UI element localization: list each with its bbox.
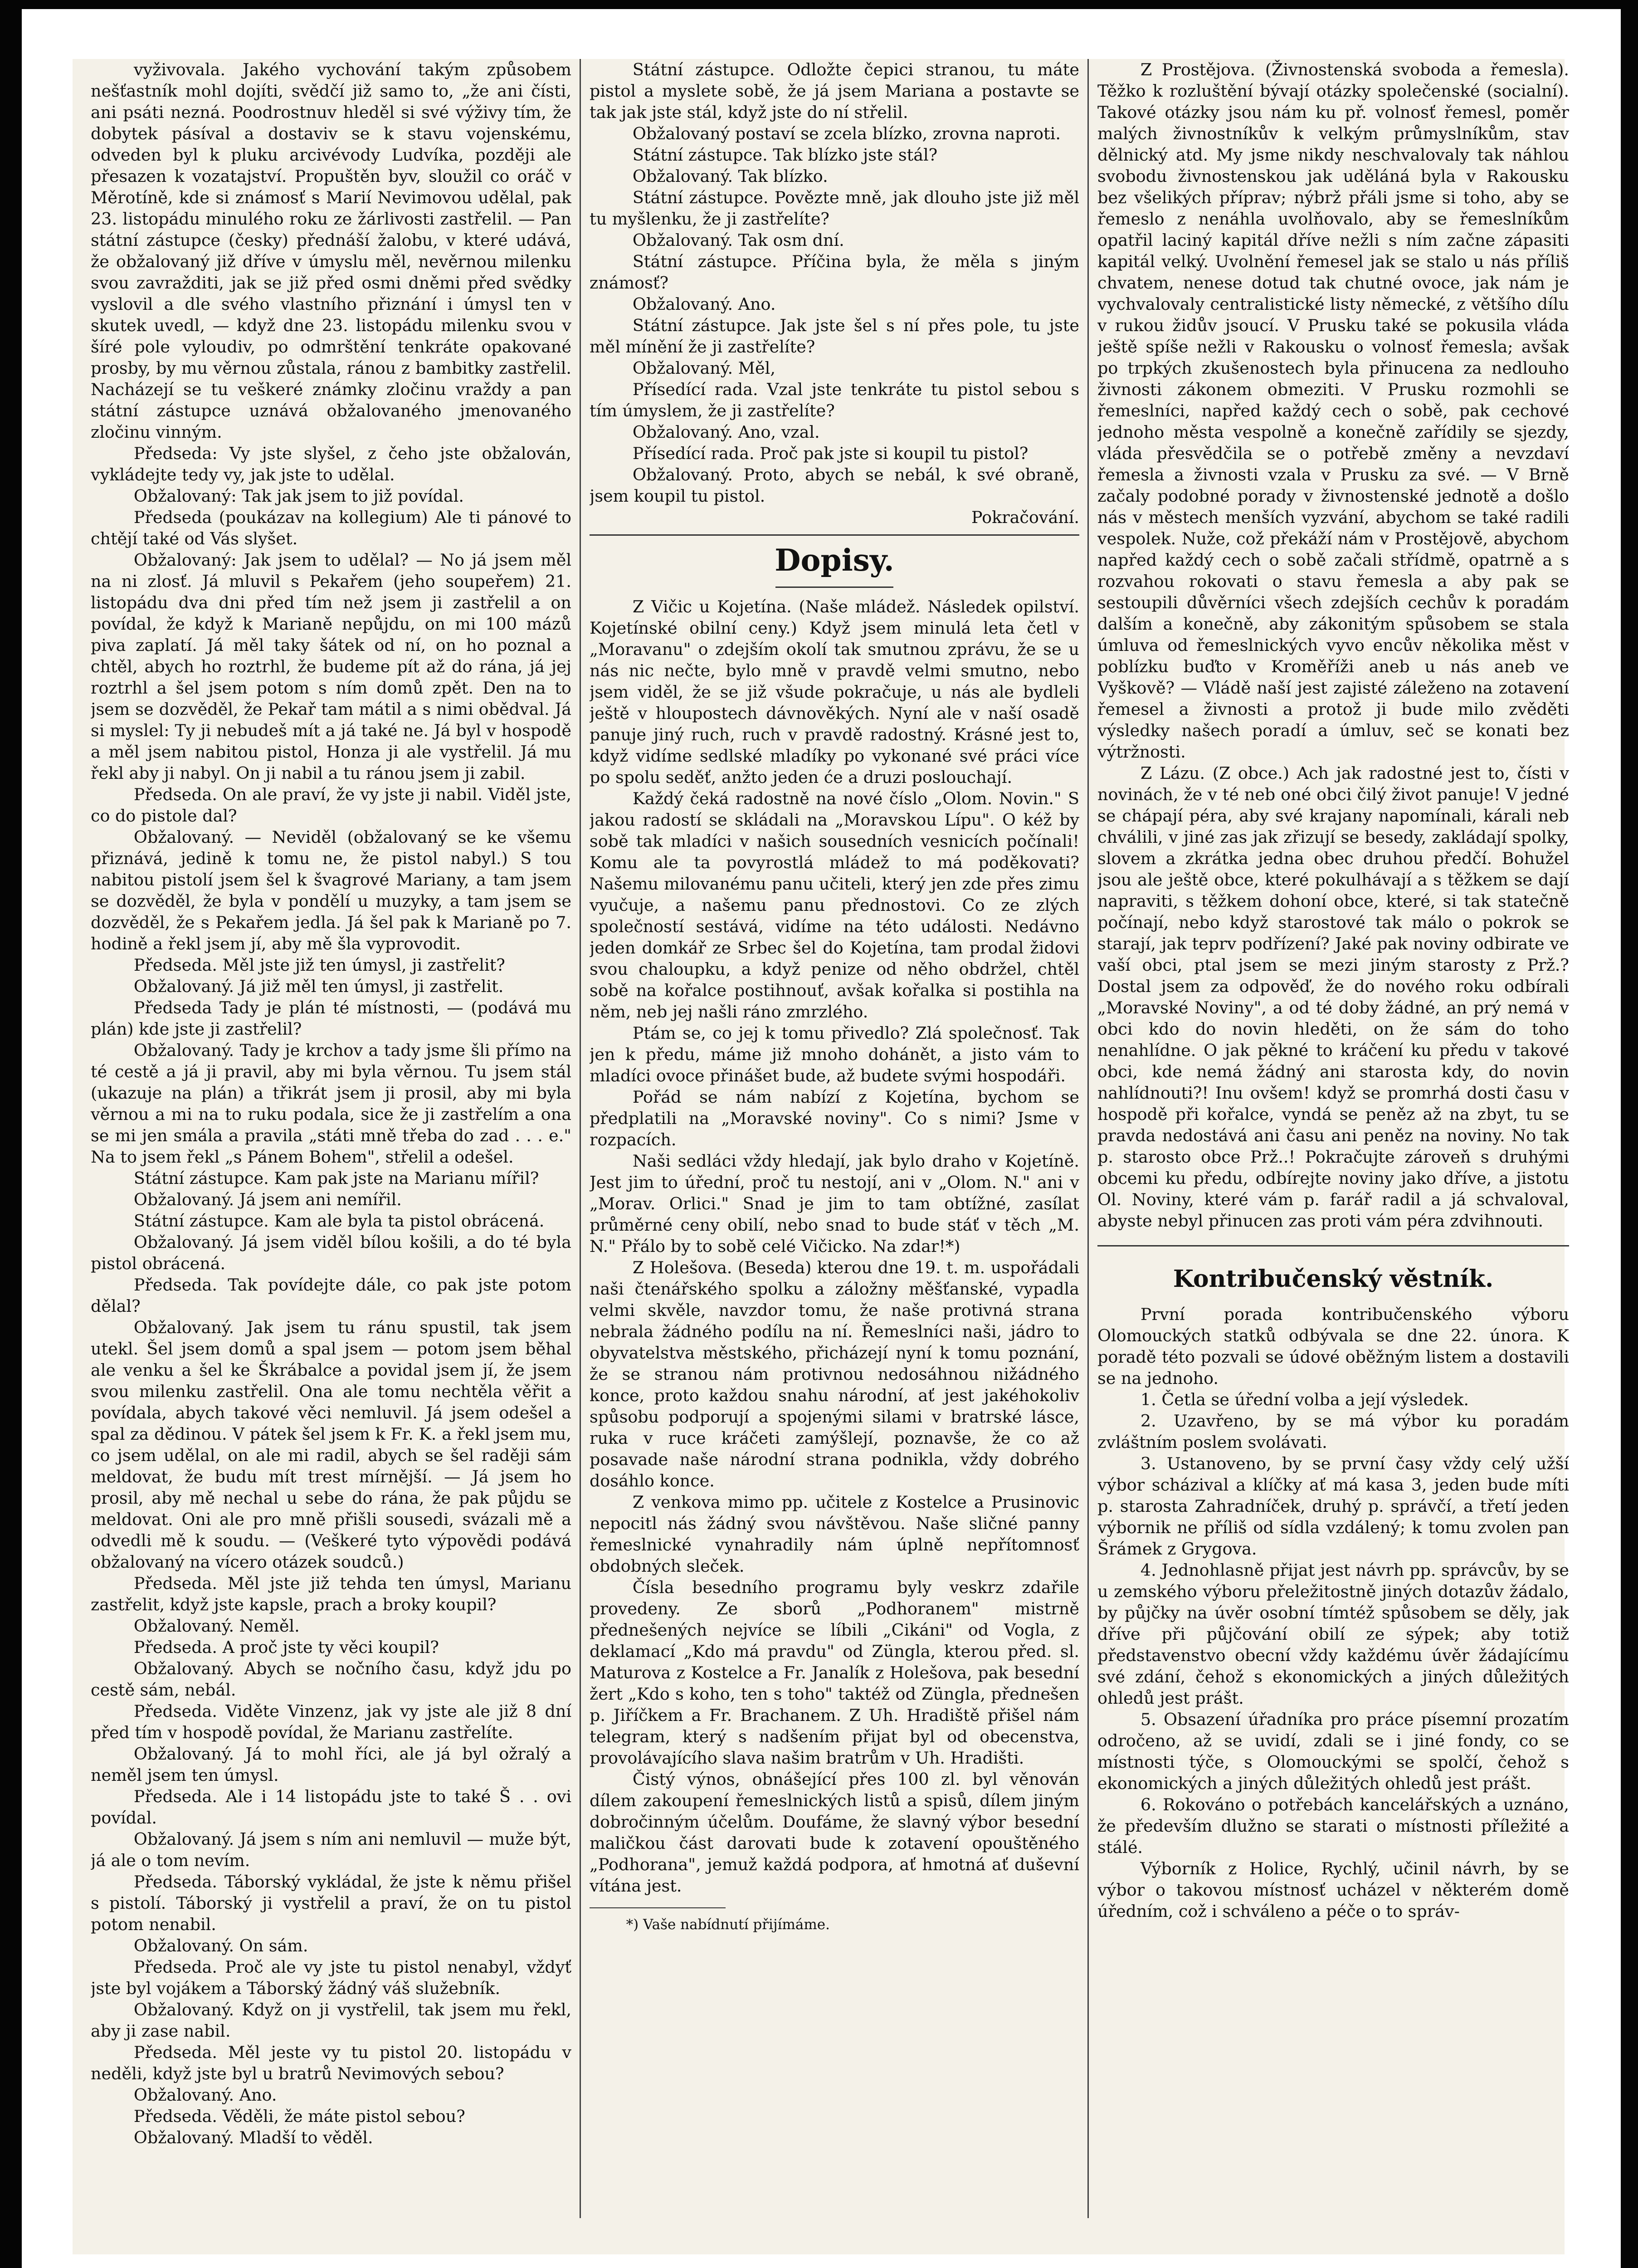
transcript-paragraph: Obžalovaný. Ano.	[632, 294, 776, 314]
transcript-paragraph: Obžalovaný: Tak jak jsem to již povídal.	[133, 486, 464, 506]
transcript-paragraph: Obžalovaný: Jak jsem to udělal? — No já jsem měl na ni zlosť. Já mluvil s Pekařem (jeho soupeřem) 21. listopádu dva dni před tím než jsem ji zastřelil a on povídal, že když k Marianě nepůjdu, on mi 100 mázů piva zaplatí. Já měl taky šátek od ní, on ho poznal a chtěl, abych ho roztrhl, že budeme pít až do rána, já jej roztrhl a šel jsem potom s ním domů zpět. Den na to jsem se dozvěděl, že Pekař tam mátil a s nimi obědval. Já si myslel: Ty ji nebudeš mít a já také ne. Já byl v hospodě a měl jsem nabitou pistol, Honza ji ale vystřelil. Já mu řekl aby ji nabyl. On ji nabil a tu ránou jsem ji zabil.	[91, 550, 571, 783]
transcript-paragraph: Obžalovaný. Mladší to věděl.	[133, 2128, 373, 2147]
transcript-paragraph: Státní zástupce. Kam pak jste na Marianu mířil?	[133, 1168, 539, 1188]
letters-list	[590, 596, 1079, 1897]
transcript-paragraph: Předseda. Proč ale vy jste tu pistol nenabyl, vždyť jste byl vojákem a Táborský žádný váš služebník.	[91, 1957, 571, 1998]
transcript-paragraph: Obžalovaný postaví se zcela blízko, zrovna naproti.	[632, 124, 1061, 143]
letter-paragraph: Z venkova mimo pp. učitele z Kostelce a Prusinovic nepocitl nás žádný svou návštěvou. Naše sličné panny řemeslnické vynahradily nám úplně nepřítomnosť obdobných sleček.	[590, 1492, 1079, 1576]
column-trial-transcript	[91, 59, 571, 2236]
transcript-paragraph: Předseda (poukázav na kollegium) Ale ti pánové to chtějí také od Vás slyšet.	[91, 508, 571, 548]
report-paragraph: 5. Obsazení úřadníka pro práce písemní prozatím odročeno, až se uvidí, zdali se i jiné fondy, co se místnosti týče, s Olomouckými se spolčí, čehož s ekonomických a jiných důležitých ohledů jest prášt.	[1097, 1710, 1569, 1793]
letter-paragraph: Čistý výnos, obnášející přes 100 zl. byl věnován dílem zakoupení řemeslnických listů a spisů, dílem jiným dobročinným účelům. Doufáme, že slavný výbor besední maličkou část darovati bude k zotavení opouštěného „Podhorana", jemuž každá podpora, ať hmotná ať duševní vítána jest.	[590, 1769, 1079, 1896]
transcript-paragraph: Obžalovaný. Neměl.	[133, 1616, 300, 1636]
transcript-paragraph: Předseda. Měl jste již ten úmysl, ji zastřelit?	[133, 955, 505, 975]
transcript-paragraph: Obžalovaný. Ano.	[133, 2085, 277, 2105]
transcript-paragraph: Předseda. Věděli, že máte pistol sebou?	[133, 2107, 465, 2126]
regional-letters	[1097, 59, 1569, 1232]
scan-edge-left	[0, 0, 22, 2268]
transcript-paragraph: Předseda. Táborský vykládal, že jste k němu přišel s pistolí. Táborský ji vystřelil a praví, že on tu pistol potom nenabil.	[91, 1872, 571, 1934]
column-reports	[1097, 59, 1569, 2236]
scan-edge-right	[1621, 0, 1638, 2268]
letter-paragraph: Čísla besedního programu byly veskrz zdařile provedeny. Ze sborů „Podhoranem" mistrně přednešených nejvíce se líbili „Cikáni" od Vogla, z deklamací „Kdo má pravdu" od Zünglа, kterou před. sl. Maturova z Kostelce a Fr. Janalík z Holešova, pak besední žert „Kdo s koho, ten s toho" taktéž od Zünglа, přednešen p. Jiříčkem a Fr. Brachanem. Z Uh. Hradiště přišel nám telegram, který s nadšením přijat byl od obecenstva, provolávajícího slava našim bratrům v Uh. Hradišti.	[590, 1578, 1079, 1768]
report-paragraph: První porada kontribučenského výboru Olomouckých statků odbývala se dne 22. února. K poradě této pozvali se údové oběžným listem a dostavili se na jednoho.	[1097, 1305, 1569, 1388]
report-paragraph: 1. Četla se úřední volba a její výsledek.	[1140, 1390, 1469, 1409]
transcript-paragraph: Státní zástupce. Tak blízko jste stál?	[632, 145, 938, 165]
letter-paragraph: Pořád se nám nabízí z Kojetína, bychom se předplatili na „Moravské noviny". Co s nimi? Jsme v rozpacích.	[590, 1087, 1079, 1149]
transcript-paragraph: Státní zástupce. Povězte mně, jak dlouho jste již měl tu myšlenku, že ji zastřelíte?	[590, 188, 1079, 229]
column-letters	[590, 59, 1079, 2236]
transcript-paragraph: Předseda. Měl jste již tehda ten úmysl, Marianu zastřelit, když jste kapsle, prach a broky koupil?	[91, 1574, 571, 1614]
report-paragraph: 6. Rokováno o potřebách kancelářských a uznáno, že především dlužno se starati o místnosti příležité a stálé.	[1097, 1795, 1569, 1857]
transcript-paragraph: Obžalovaný. Tak osm dní.	[632, 230, 844, 250]
transcript-paragraph: Obžalovaný. Tak blízko.	[632, 166, 828, 186]
transcript-paragraph: Obžalovaný. Já jsem ani nemířil.	[133, 1190, 402, 1209]
section-rule-top	[590, 534, 1079, 536]
transcript-paragraph: Předseda. On ale praví, že vy jste ji nabil. Viděl jste, co do pistole dal?	[91, 785, 571, 826]
transcript-paragraph: vyživovala. Jakého vychování takým způsobem nešťastník mohl dojíti, svědčí již samo to, „že ani čísti, ani psáti nezná. Poodrostnuv hleděl si své výživy tím, že dobytek pásíval a dostaviv se k stavu vojenskému, odveden byl k pluku arcivévody Ludvíka, později ale přesazen k vozatajství. Propuštěn byv, sloužil co oráč v Měrotíně, kde si známosť s Marií Nevimovou udělal, pak 23. listopádu minulého roku ze žárlivosti zastřelil. — Pan státní zástupce (česky) přednáší žalobu, v které udává, že obžalovaný již dříve v úmyslu měl, nevěrnou milenku svou zavražditi, jak se již před osmi dněmi před svědky vyslovil a dle svého vlastního přiznání i úmysl ten v skutek uvedl, — když dne 23. listopádu milenku svou v šíré pole vyloudiv, po odmrštění tenkráte opakované prosby, by mu věrnou zůstala, ránou z bambitky zastřelil. Nacházejí se tu veškeré známky zločinu vraždy a pan státní zástupce uznává obžalovaného jmenovaného zločinu vinným.	[91, 60, 571, 442]
transcript-paragraph: Předseda Tady je plán té místnosti, — (podává mu plán) kde jste ji zastřelil?	[91, 998, 571, 1039]
transcript-paragraph: Předseda. Měl jeste vy tu pistol 20. listopádu v neděli, když jste byl u bratrů Nevimových sebou?	[91, 2043, 571, 2083]
report-paragraph: 4. Jednohlasně přijat jest návrh pp. správcův, by se u zemského výboru přeležitostně jiných dotazův žádalo, by půjčky na úvěr osobní tímtéž spůsobem se děly, jak dříve při půjčování obilí ze sýpek; aby totiž představenstvo obecní vždy každému úvěr žádajícímu své zdání, čehož s ekonomických a jiných důležitých ohledů jest prášt.	[1097, 1560, 1569, 1708]
scan-edge-top	[0, 0, 1638, 9]
transcript-paragraph: Obžalovaný. Jak jsem tu ránu spustil, tak jsem utekl. Šel jsem domů a spal jsem — potom jsem běhal ale venku a šel ke Škrábalce a povidal jsem jí, že jsem svou milenku zastřelil. Ona ale tomu nechtěla věřit a povídala, abych takové věci nemluvil. Já jsem odešel a spal za dědinou. V pátek šel jsem k Fr. K. a řekl jsem mu, co jsem udělal, on ale mi radil, abych se šel raději sám meldovat, že budu mít trest mírnější. — Já jsem ho prosil, aby mě nechal u sebe do rána, že pak půjdu se meldovat. Oni ale pro mně přišli sousedi, svázali mě a odvedli mě k soudu. — (Veškeré tyto výpovědi podává obžalovaný na vícero otázek soudců.)	[91, 1318, 571, 1572]
footnote-rule	[590, 1907, 726, 1908]
transcript-paragraph: Přísedící rada. Proč pak jste si koupil tu pistol?	[632, 444, 1029, 463]
transcript-paragraph: Obžalovaný. Já to mohl říci, ale já byl ožralý a neměl jsem ten úmysl.	[91, 1744, 571, 1785]
letter-paragraph: Každý čeká radostně na nové číslo „Olom. Novin." S jakou radostí se skládali na „Moravskou Lípu". O kéž by sobě tak mladíci v našich sousedních vesnicích počínali! Komu ale ta povyrostlá mládež to má poděkovati? Našemu milovanému panu učiteli, který jen zde přes zimu vyučuje, a našemu panu přednostovi. Co ze zlých společností sestává, vidíme na této události. Nedávno jeden domkář ze Srbec šel do Kojetína, tam prodal židovi svou chaloupku, a když penize od něho obdržel, chtěl sobě na kořalce postihnouť, avšak kořalka si postihla na něm, neb jej našli ráno zmrzlého.	[590, 789, 1079, 1022]
section-rule-kontribucensky	[1097, 1245, 1569, 1246]
committee-report	[1097, 1304, 1569, 1922]
transcript-paragraph: Přísedící rada. Vzal jste tenkráte tu pistol sebou s tím úmyslem, že ji zastřelíte?	[590, 380, 1079, 420]
transcript-paragraph: Obžalovaný. Já jsem viděl bílou košili, a do té byla pistol obrácená.	[91, 1232, 571, 1273]
continuation-note: Pokračování.	[971, 508, 1079, 527]
transcript-paragraph: Předseda. Viděte Vinzenz, jak vy jste ale již 8 dní před tím v hospodě povídal, že Marianu zastřelíte.	[91, 1701, 571, 1742]
transcript-paragraph: Obžalovaný. Abych se nočního času, když jdu po cestě sám, nebál.	[91, 1659, 571, 1700]
transcript-paragraph: Obžalovaný. Proto, abych se nebál, k své obraně, jsem koupil tu pistol.	[590, 465, 1079, 506]
letter-paragraph: Z Holešova. (Beseda) kterou dne 19. t. m. uspořádali naši čtenářského spolku a záložny měšťanské, vypadla velmi skvěle, navzdor tomu, že naše protivná strana nebrala žádného podílu na ní. Řemeslníci naši, jádro to obyvatelstva městského, přicházejí nyní k tomu poznání, že se stranou nám protivnou nedosáhnou nižádného konce, proto každou snahu národní, ať jest jakéhokoliv spůsobu podporují a spojenými silami v bratrské lásce, ruka v ruce kráčeti zamýšlejí, poznavše, že co až posavade naše národní strana podnikla, vždy dobrého dosáhlo konce.	[590, 1258, 1079, 1491]
transcript-paragraph: Státní zástupce. Příčina byla, že měla s jiným známosť?	[590, 252, 1079, 293]
report-paragraph: 3. Ustanoveno, by se první časy vždy celý užší výbor scházival a klíčky ať má kasa 3, jeden bude míti p. starosta Zahradníček, druhý p. správčí, a třetí jeden výbornik ne příliš od sídla vzdálený; k tomu zvolen pan Šrámek z Grygova.	[1097, 1454, 1569, 1559]
section-rule-short	[775, 587, 893, 588]
section-title-dopisy: Dopisy.	[775, 543, 894, 578]
transcript-paragraph: Předseda. Ale i 14 listopádu jste to také Š . . ovi povídal.	[91, 1787, 571, 1828]
letter-paragraph: Ptám se, co jej k tomu přivedlo? Zlá společnosť. Tak jen k předu, máme již mnoho dohánět, a jisto vám to mladíci ovoce přinášet bude, až budete svými hospodáři.	[590, 1023, 1079, 1085]
transcript-paragraph: Předseda. Tak povídejte dále, co pak jste potom dělal?	[91, 1275, 571, 1316]
transcript-paragraph: Obžalovaný. Měl,	[632, 358, 775, 378]
transcript-paragraph: Obžalovaný. Ano, vzal.	[632, 422, 820, 442]
letter-paragraph: Z Vičic u Kojetína. (Naše mládež. Následek opilství. Kojetínské obilní ceny.) Když jsem minulá leta četl v „Moravanu" o zdejším okolí tak smutnou zprávu, že se u nás nic nečte, bylo mně v pravdě velmi smutno, nebo jsem viděl, že se již všude pokračuje, u nás ale bydleli ještě v hloupostech dávnověkých. Nyní ale v naší osadě panuje jiný ruch, ruch v pravdě radostný. Krásné jest to, když vidíme sedlské mladíky po vykonané své práci více po spolu seděť, anžto jeden će a druzi poslouchají.	[590, 597, 1079, 787]
section-title-kontribucensky: Kontribučenský věstník.	[1173, 1265, 1494, 1293]
transcript-paragraph: Státní zástupce. Jak jste šel s ní přes pole, tu jste měl mínění že ji zastřelíte?	[590, 316, 1079, 357]
transcript-paragraph: Obžalovaný. — Neviděl (obžalovaný se ke všemu přiznává, jedině k tomu ne, že pistol nabyl.) S tou nabitou pistolí jsem šel k švagrové Mariany, a tam jsem se dozvěděl, že byla v pondělí u muzyky, a tam jsem se dozvěděl, že s Pekařem jedla. Já šel pak k Marianě po 7. hodině a řekl jsem jí, aby mě šla vyprovodit.	[91, 827, 571, 953]
transcript-paragraph: Obžalovaný. Tady je krchov a tady jsme šli přímo na té cestě a já ji pravil, aby mi byla věrnou. Tu jsem stál (ukazuje na plán) a třikrát jsem ji prosil, aby mi byla věrnou a mi na to ruku podala, sice že ji zastřelím a ona se mi jen smála a pravila „státi mně třeba do zad . . . e." Na to jsem řekl „s Pánem Bohem", střelil a odešel.	[91, 1041, 571, 1167]
column-divider-2	[1087, 59, 1089, 2218]
transcript-paragraph: Obžalovaný. On sám.	[133, 1936, 308, 1955]
letter-paragraph: Z Prostějova. (Živnostenská svoboda a řemesla). Těžko k rozluštění bývají otázky společenské (socialní). Takové otázky jsou nám ku př. volnosť řemesl, poměr malých živnostníkův k velkým průmyslníkům, stav dělnický atd. My jsme nikdy neschvalovaly tak náhlou svobodu živnostenskou jak uděláná byla v Rakousku bez všelikých příprav; nýbrž přáli jsme si toho, aby se řemeslo z nenáhla uvolňovalo, aby se řemeslníkům opatřil laciný kapitál dříve nežli s ním začne zápasiti kapitál velký. Uvolnění řemesel jak se stalo u nás příliš chvatem, nenese dotud tak chutné ovoce, jak nám je vychvalovaly centralistické listy německé, z většího dílu v rukou židův jsoucí. V Prusku také se pokusila vláda ještě spíše nežli v Rakousku o volnosť řemesla; avšak po trpkých zkušenostech byla přinucena za nedlouho živnosti zákonem obmeziti. V Prusku rozmohli se řemeslníci, napřed každý cech o sobě, pak cechové jednoho města vespolně a konečně zařídily se sjezdy, vláda přesvědčila se o potřebě změny a nevzdaví řemesla a živnosti vzala v Prusku za své. — V Brně začaly podobné porady v živnostenské jednotě a došlo nás v městech menších vyzvání, abychom se také radili vespolek. Nuže, což překáží nám v Prostějově, abychom napřed každý cech o sobě začali střídmě, opatrně a s rozvahou rokovati o stavu řemesla a aby pak se sestoupili důvěrníci všech zdejších cechův k poradám dalším a konečně, aby zákonitým spůsobem se stala úmluva od řemeslnických vyvo encův několika měst v poblízku buďto v Kroměříži aneb u nás aneb ve Vyškově? — Vládě naší jest zajisté záleženo na zotavení řemesel a živnosti a protož ji bude milo zvěděti výsledky našech poradí a úmluv, seč se konati bez výtržnosti.	[1097, 60, 1569, 762]
transcript-paragraph: Státní zástupce. Odložte čepici stranou, tu máte pistol a myslete sobě, že já jsem Mariana a postavte se tak jak jste stál, když jste do ní střelil.	[590, 60, 1079, 122]
column-divider-1	[580, 59, 581, 2218]
transcript-paragraph: Předseda. A proč jste ty věci koupil?	[133, 1637, 439, 1657]
letter-paragraph: Naši sedláci vždy hledají, jak bylo draho v Kojetíně. Jest jim to úřední, proč tu nestojí, ani v „Olom. N." ani v „Morav. Orlici." Snad je jim to tam obtížné, zasílat průměrné ceny obilí, nebo snad to bude stáť v těch „M. N." Přálo by to sobě celé Vičicko. Na zdar!*)	[590, 1151, 1079, 1256]
transcript-paragraph: Obžalovaný. Když on ji vystřelil, tak jsem mu řekl, aby ji zase nabil.	[91, 2000, 571, 2041]
trial-continuation	[590, 59, 1079, 507]
newspaper-page	[73, 59, 1569, 2254]
report-paragraph: 2. Uzavřeno, by se má výbor ku poradám zvláštním poslem svolávati.	[1097, 1411, 1569, 1452]
report-paragraph: Výborník z Holice, Rychlý, učinil návrh, by se výbor o takovou místnosť ucházel v některém domě úředním, což i schváleno a péče o to správ-	[1097, 1859, 1569, 1921]
transcript-paragraph: Obžalovaný. Já již měl ten úmysl, ji zastřelit.	[133, 977, 504, 996]
footnote: *) Vaše nabídnutí přijímáme.	[626, 1916, 830, 1933]
transcript-paragraph: Státní zástupce. Kam ale byla ta pistol obrácená.	[133, 1211, 545, 1231]
transcript-paragraph: Obžalovaný. Já jsem s ním ani nemluvil — muže být, já ale o tom nevím.	[91, 1829, 571, 1870]
transcript-paragraph: Předseda: Vy jste slyšel, z čeho jste obžalován, vykládejte tedy vy, jak jste to udělal.	[91, 444, 571, 484]
letter-paragraph: Z Lázu. (Z obce.) Ach jak radostné jest to, čísti v novinách, že v té neb oné obci čilý život panuje! V jedné se chápají péra, aby své krajany napomínali, kárali neb chválili, v jiné zas jak zřizují se besedy, zakládají spolky, slovem a zkrátka jedna obec druhou předčí. Bohužel jsou ale ještě obce, které pokulhávají a s těžkem se dají napraviti, s těžkem dohoní obce, které, si tak statečně počínají, nebo když starostové tak málo o pokrok se starají, jak teprv podřízení? Jaké pak noviny odbirate ve vaší obci, ptal jsem se mezi jiným starosty z Prž.? Dostal jsem za odpověď, že do nového roku odbírali „Moravské Noviny", a od té doby žádné, an prý nemá v obci kdo do novin hleděti, on že sám do toho nenahlídne. O jak pěkné to kráčení ku předu v takové obci, kde nemá žádný ani starosta kdy, do novin nahlídnouti?! Inu ovšem! když se promrhá dosti času v hospodě při kořalce, vyndá se peněz až na zbyt, tu se pravda nedostává ani času ani peněz na noviny. No tak p. starosto obce Prž..! Pokračujte zároveň s druhými obcemi ku předu, odbírejte noviny jako dříve, a jistotu Ol. Noviny, které vám p. farář radil a já schvaloval, abyste nebyl přinucen zas proti vám péra zdvihnouti.	[1097, 763, 1569, 1231]
